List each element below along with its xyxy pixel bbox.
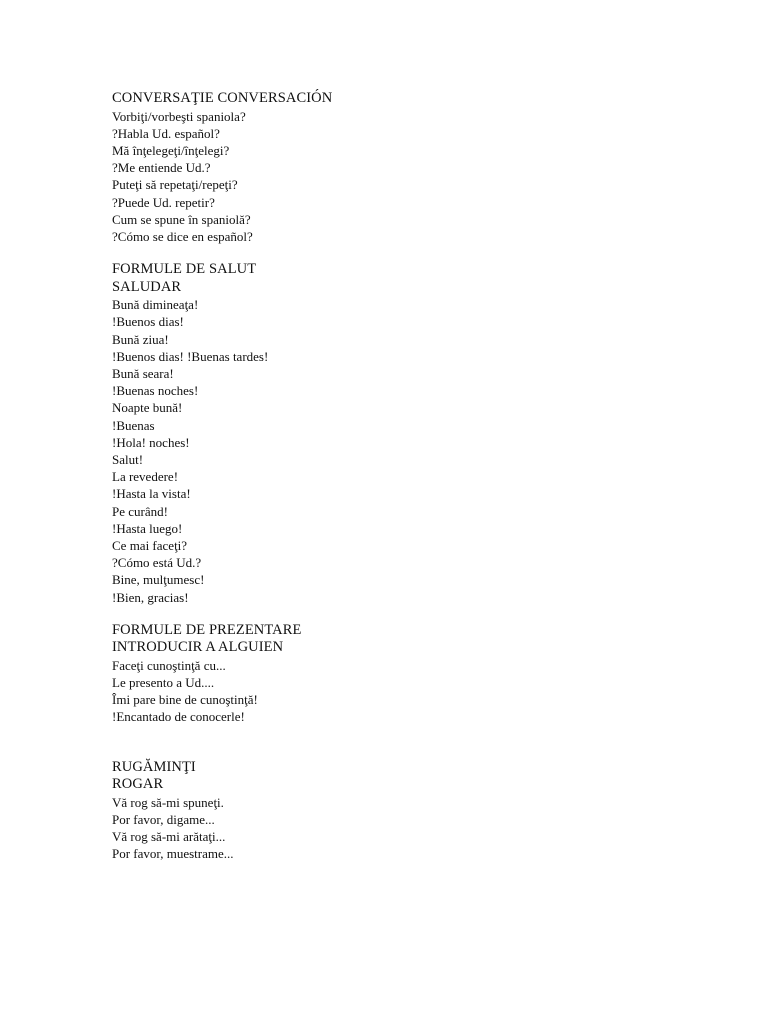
- phrase-line: La revedere!: [112, 469, 179, 485]
- phrase-line: ?Habla Ud. español?: [112, 125, 220, 141]
- phrase-line: Bine, mulţumesc!: [112, 572, 205, 588]
- section-spacer: [112, 726, 672, 759]
- phrase-line: Pe curând!: [112, 503, 168, 519]
- phrase-line: Bună seara!: [112, 365, 174, 381]
- section-spacer: [112, 606, 672, 622]
- section-spacer: [112, 245, 672, 261]
- phrase-line: ?Me entiende Ud.?: [112, 160, 211, 176]
- section-greetings: [112, 261, 672, 606]
- phrase-line: Mă înţelegeţi/înţelegi?: [112, 142, 230, 158]
- section-heading: CONVERSAŢIE CONVERSACIÓN: [112, 90, 333, 106]
- phrase-line: Por favor, digame...: [112, 811, 215, 827]
- phrase-line: Faceţi cunoştinţă cu...: [112, 657, 226, 673]
- section-heading: FORMULE DE PREZENTARE: [112, 621, 302, 638]
- section-heading: FORMULE DE SALUT: [112, 261, 257, 278]
- phrase-line: !Bien, gracias!: [112, 589, 189, 605]
- phrase-line: Bună ziua!: [112, 331, 169, 347]
- section-subheading: ROGAR: [112, 776, 164, 793]
- section-conversation: [112, 90, 672, 245]
- phrase-line: ?Puede Ud. repetir?: [112, 194, 215, 210]
- phrase-line: Salut!: [112, 451, 144, 467]
- phrase-line: Îmi pare bine de cunoştinţă!: [112, 692, 258, 708]
- phrase-line: Vorbiţi/vorbeşti spaniola?: [112, 108, 246, 124]
- phrase-line: Ce mai faceţi?: [112, 537, 188, 553]
- phrase-line: !Hasta la vista!: [112, 486, 191, 502]
- phrase-line: !Buenos dias! !Buenas tardes!: [112, 348, 269, 364]
- phrase-line: !Buenos dias!: [112, 314, 184, 330]
- phrase-line: !Buenas noches!: [112, 383, 199, 399]
- section-introductions: [112, 622, 672, 726]
- phrase-line: !Encantado de conocerle!: [112, 709, 245, 725]
- phrase-line: ?Cómo se dice en español?: [112, 228, 253, 244]
- phrase-line: !Hola! noches!: [112, 434, 190, 450]
- section-heading: RUGĂMINŢI: [112, 758, 196, 775]
- phrase-line: ?Cómo está Ud.?: [112, 555, 202, 571]
- phrase-line: Por favor, muestrame...: [112, 846, 234, 862]
- document-body: [112, 90, 672, 862]
- phrase-line: Cum se spune în spaniolă?: [112, 211, 251, 227]
- phrase-line: Vă rog să-mi spuneţi.: [112, 794, 224, 810]
- phrase-line: !Buenas: [112, 417, 155, 433]
- section-requests: [112, 759, 672, 863]
- phrase-line: Puteţi să repetaţi/repeţi?: [112, 177, 238, 193]
- phrase-line: Bună dimineaţa!: [112, 297, 199, 313]
- phrase-line: Vă rog să-mi arătaţi...: [112, 829, 226, 844]
- phrase-line: Noapte bună!: [112, 400, 183, 416]
- phrase-line: Le presento a Ud....: [112, 674, 215, 690]
- section-subheading: SALUDAR: [112, 278, 182, 295]
- phrase-line: !Hasta luego!: [112, 520, 183, 536]
- section-subheading: INTRODUCIR A ALGUIEN: [112, 639, 284, 656]
